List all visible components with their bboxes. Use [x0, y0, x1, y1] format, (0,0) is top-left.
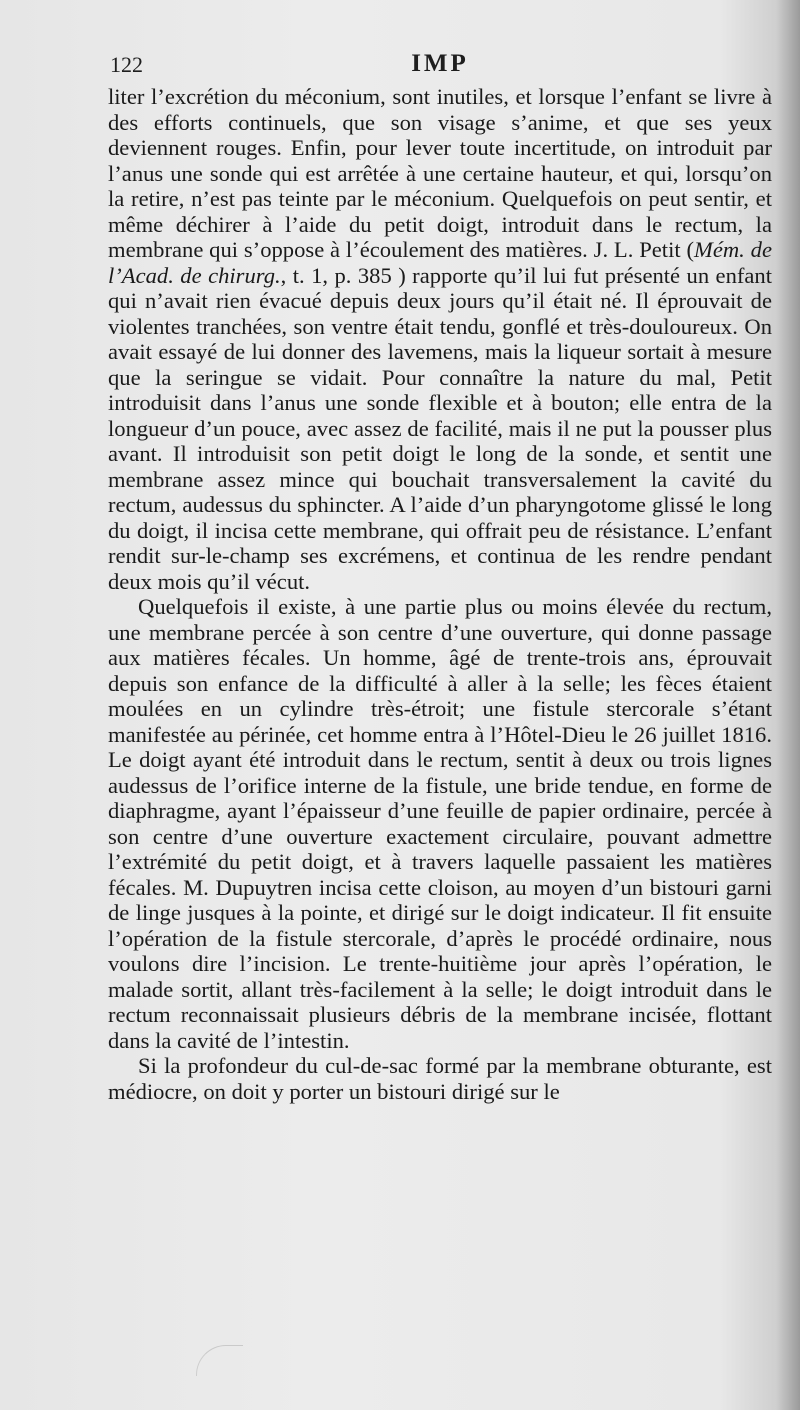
body-text	[108, 84, 772, 1104]
running-head	[108, 50, 772, 82]
page-smudge	[196, 1345, 243, 1376]
paragraph-1-text: liter l’excrétion du méconium, sont inutiles, et lorsque l’enfant se livre à des efforts continuels, que son visage s’anime, et que ses yeux deviennent rouges. Enfin, pour lever toute incertitude, on introduit par l’anus une sonde qui est arrêtée à une certaine hauteur, et qui, lorsqu’on la retire, n’est pas teinte par le méconium. Quelquefois on peut sentir, et même déchirer à l’aide du petit doigt, introduit dans le rectum, la membrane qui s’oppose à l’écoulement des matières. J. L. Petit	[108, 84, 772, 262]
paragraph-1: liter l’excrétion du méconium, sont inutiles, et lorsque l’enfant se livre à des efforts continuels, que son visage s’anime, et que ses yeux deviennent rouges. Enfin, pour lever toute incertitude, on introduit par l’anus une sonde qui est arrêtée à une certaine hauteur, et qui, lorsqu’on la retire, n’est pas teinte par le méconium. Quelquefois on peut sentir, et même déchirer à l’aide du petit doigt, introduit dans le rectum, la membrane qui s’oppose à l’écoulement des matières. J. L. Petit (Mém. de l’Acad. de chirurg., t. 1, p. 385 ) rapporte qu’il lui fut présenté un enfant qui n’avait rien évacué depuis deux jours qu’il était né. Il éprouvait de violentes tranchées, son ventre était tendu, gonflé et très-douloureux. On avait essayé de lui donner des lavemens, mais la liqueur sortait à mesure que la seringue se vidait. Pour connaître la nature du mal, Petit introduisit dans l’anus une sonde flexible et à bouton; elle entra de la longueur d’un pouce, avec assez de facilité, mais il ne put la pousser plus avant. Il introduisit son petit doigt le long de la sonde, et sentit une membrane assez mince qui bouchait transversalement la cavité du rectum, audessus du sphincter. A l’aide d’un pharyngotome glissé le long du doigt, il incisa cette membrane, qui offrait peu de résistance. L’enfant rendit sur-le-champ ses excrémens, et continua de les rendre pendant deux mois qu’il vécut.	[108, 84, 772, 594]
paragraph-3: Si la profondeur du cul-de-sac formé par la membrane obturante, est médiocre, on doit y porter un bistouri dirigé sur le	[108, 1053, 772, 1104]
page-number: 122	[110, 52, 143, 77]
running-title: IMP	[411, 50, 469, 77]
paragraph-1-text-after: , t. 1, p. 385 ) rapporte qu’il lui fut présenté un enfant qui n’avait rien évacué depuis deux jours qu’il était né. Il éprouvait de violentes tranchées, son ventre était tendu, gonflé et très-douloureux. On avait essayé de lui donner des lavemens, mais la liqueur sortait à mesure que la seringue se vidait. Pour connaître la nature du mal, Petit introduisit dans l’anus une sonde flexible et à bouton; elle entra de la longueur d’un pouce, avec assez de facilité, mais il ne put la pousser plus avant. Il introduisit son petit doigt le long de la sonde, et sentit une membrane assez mince qui bouchait transversalement la cavité du rectum, audessus du sphincter. A l’aide d’un pharyngotome glissé le long du doigt, il incisa cette membrane, qui offrait peu de résistance. L’enfant rendit sur-le-champ ses excrémens, et continua de les rendre pendant deux mois qu’il vécut.	[108, 262, 772, 594]
citation-reference: Mém. de l’Acad. de chirurg.	[108, 237, 772, 288]
paragraph-2: Quelquefois il existe, à une partie plus ou moins élevée du rectum, une membrane percée à son centre d’une ouverture, qui donne passage aux matières fécales. Un homme, âgé de trente-trois ans, éprouvait depuis son enfance de la difficulté à aller à la selle; les fèces étaient moulées en un cylindre très-étroit; une fistule stercorale s’étant manifestée au périnée, cet homme entra à l’Hôtel-Dieu le 26 juillet 1816. Le doigt ayant été introduit dans le rectum, sentit à deux ou trois lignes audessus de l’orifice interne de la fistule, une bride tendue, en forme de diaphragme, ayant l’épaisseur d’une feuille de papier ordinaire, percée à son centre d’une ouverture exactement circulaire, pouvant admettre l’extrémité du petit doigt, et à travers laquelle passaient les matières fécales. M. Dupuytren incisa cette cloison, au moyen d’un bistouri garni de linge jusques à la pointe, et dirigé sur le doigt indicateur. Il fit ensuite l’opération de la fistule stercorale, d’après le procédé ordinaire, nous voulons dire l’incision. Le trente-huitième jour après l’opération, le malade sortit, allant très-facilement à la selle; le doigt introduit dans le rectum reconnaissait plusieurs débris de la membrane incisée, flottant dans la cavité de l’intestin.	[108, 594, 772, 1053]
